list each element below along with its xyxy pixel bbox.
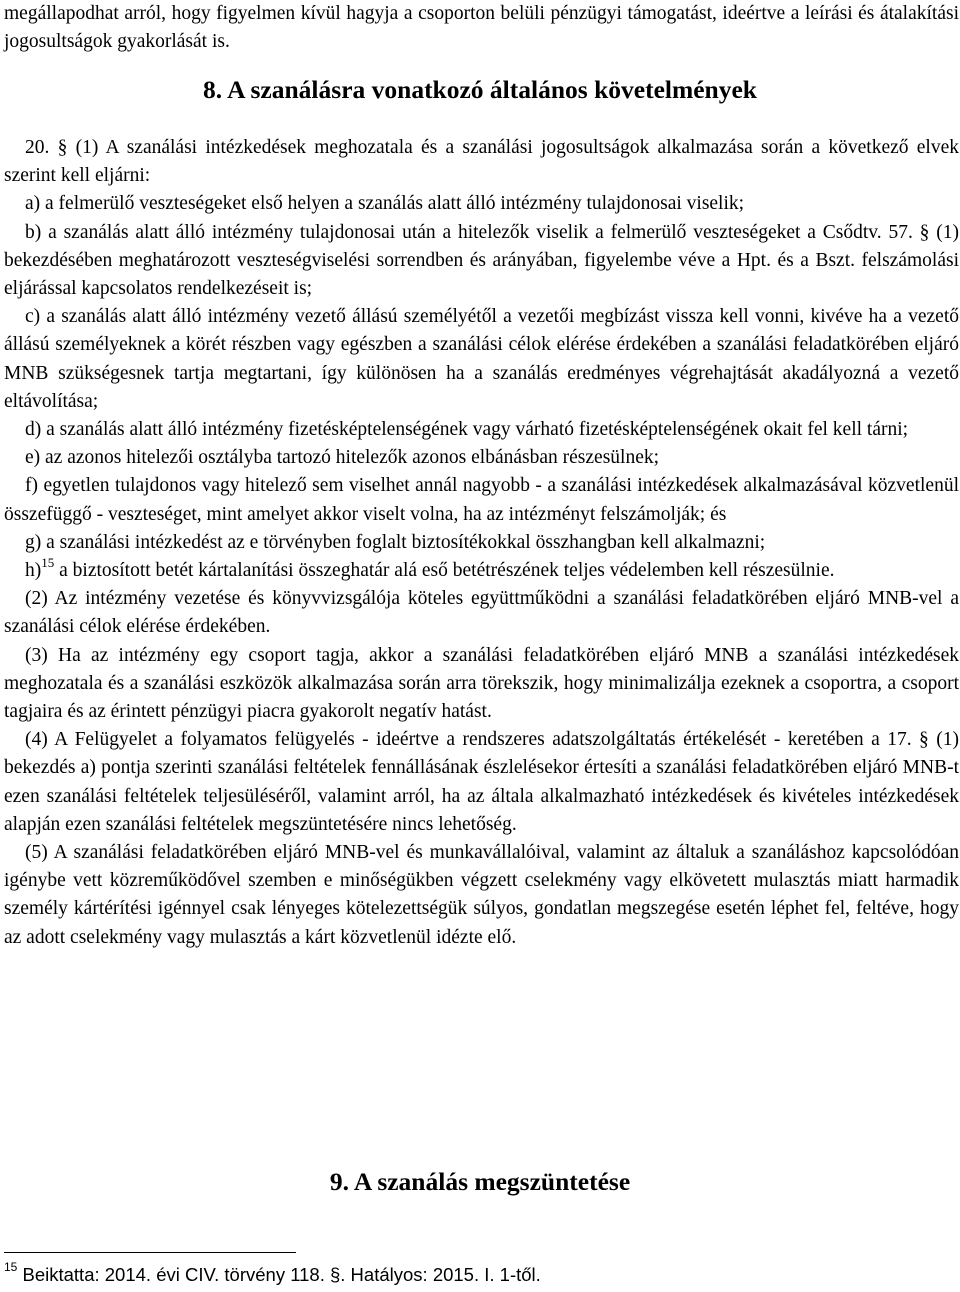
article-20-paragraph-2: (2) Az intézmény vezetése és könyvvizsgálója köteles együttműködni a szanálási feladatkörében eljáró MNB-vel a szanálási célok elérése érdekében. bbox=[4, 588, 959, 638]
point-g: g) a szanálási intézkedést az e törvényben foglalt biztosítékokkal összhangban kell alkalmazni; bbox=[25, 531, 766, 553]
point-h-text: a biztosított betét kártalanítási összeghatár alá eső betétrészének teljes védelemben kell részesülnie. bbox=[54, 560, 835, 582]
point-a: a) a felmerülő veszteségeket első helyen a szanálás alatt álló intézmény tulajdonosai viselik; bbox=[25, 193, 745, 215]
footnote bbox=[4, 1259, 954, 1288]
point-f: f) egyetlen tulajdonos vagy hitelező sem viselhet annál nagyobb - a szanálási intézkedések alkalmazásával közvetlenül összefüggő - veszteséget, mint amelyet akkor viselt volna, ha az intézményt felszámolják; és bbox=[4, 475, 959, 525]
article-20-paragraph-4: (4) A Felügyelet a folyamatos felügyelés - ideértve a rendszeres adatszolgáltatás értékelését - keretében a 17. § (1) bekezdés a) pontja szerinti szanálási feltételek fennállásának észlelésekor értesíti a szanálási feladatkörében eljáró MNB-t ezen szanálási feltételek teljesüléséről, valamint arról, ha az általa alkalmazható intézkedések és kivételes intézkedések alapján ezen szanálási feltételek megszüntetésére nincs lehetőség. bbox=[4, 729, 959, 835]
intro-paragraph: megállapodhat arról, hogy figyelmen kívül hagyja a csoporton belüli pénzügyi támogatást, ideértve a leírási és átalakítási jogosultságok gyakorlását is. bbox=[4, 3, 959, 53]
article-20-paragraph-3: (3) Ha az intézmény egy csoport tagja, akkor a szanálási feladatkörében eljáró MNB a szanálási intézkedések meghozatala és a szanálási eszközök alkalmazása során arra törekszik, hogy minimalizálja ezeknek a csoportra, a csoport tagjaira és az érintett pénzügyi piacra gyakorolt negatív hatást. bbox=[4, 644, 959, 723]
section-9-heading: 9. A szanálás megszüntetése bbox=[329, 1167, 631, 1196]
article-20-paragraph-5: (5) A szanálási feladatkörében eljáró MNB-vel és munkavállalóival, valamint az általuk a szanáláshoz kapcsolódóan igénybe vett közreműködővel szemben e minőségükben végzett cselekmény vagy elkövetett mulasztás miatt harmadik személy kártérítési igénnyel csak lényeges kötelezettségük súlyos, gondatlan megszegése esetén léphet fel, feltéve, hogy az adott cselekmény vagy mulasztás a kárt közvetlenül idézte elő. bbox=[4, 842, 959, 948]
point-d: d) a szanálás alatt álló intézmény fizetésképtelenségének vagy várható fizetésképtelenségének okait fel kell tárni; bbox=[25, 419, 909, 441]
point-e: e) az azonos hitelezői osztályba tartozó hitelezők azonos elbánásban részesülnek; bbox=[25, 447, 660, 469]
article-20 bbox=[4, 134, 959, 952]
point-c: c) a szanálás alatt álló intézmény vezető állású személyétől a vezetői megbízást vissza kell vonni, kivéve ha a vezető állású személyeknek a körét részben vagy egészben a szanálási célok elérése érdekében a szanálási feladatkörében eljáró MNB szükségesnek tartja megtartani, így különösen ha a szanálás eredményes végrehajtását akadályozná a vezető eltávolítása; bbox=[4, 306, 959, 412]
intro-paragraph-block bbox=[4, 0, 959, 56]
footnote-text: Beiktatta: 2014. évi CIV. törvény 118. §. Hatályos: 2015. I. 1-től. bbox=[17, 1264, 541, 1285]
footnote-number: 15 bbox=[4, 1259, 18, 1274]
footnote-reference[interactable]: 15 bbox=[41, 554, 55, 570]
point-b: b) a szanálás alatt álló intézmény tulajdonosai után a hitelezők viselik a felmerülő veszteségeket a Csődtv. 57. § (1) bekezdésében meghatározott veszteségviselési sorrendben és arányában, figyelembe véve a Hpt. és a Bszt. felszámolási eljárással kapcsolatos rendelkezéseit is; bbox=[4, 221, 959, 300]
point-h bbox=[4, 554, 959, 585]
point-h-label: h) bbox=[25, 560, 42, 582]
article-20-paragraph-1: 20. § (1) A szanálási intézkedések meghozatala és a szanálási jogosultságok alkalmazása során a következő elvek szerint kell eljárni: bbox=[4, 137, 959, 187]
section-8-heading: 8. A szanálásra vonatkozó általános követelmények bbox=[203, 75, 757, 104]
footnote-divider bbox=[4, 1252, 296, 1253]
